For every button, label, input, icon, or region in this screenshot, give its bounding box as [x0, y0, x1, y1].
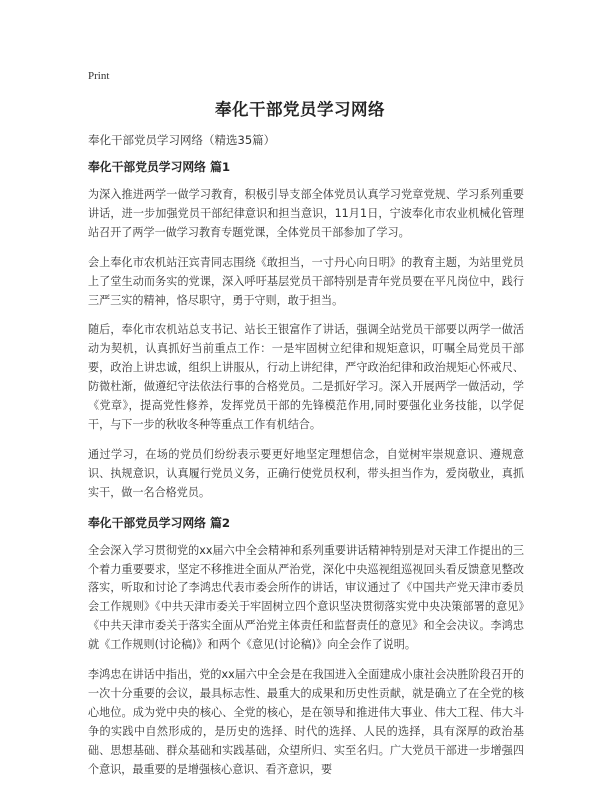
section-heading: 奉化干部党员学习网络 篇1 — [88, 160, 231, 174]
section-heading: 奉化干部党员学习网络 篇2 — [88, 515, 231, 530]
paragraph: 会上奉化市农机站汪宾青同志围绕《敢担当，一寸丹心向日明》的教育主题，为站里党员上了堂生动而务实的党课，深入呼吁基层党员干部特别是青年党员要在平凡岗位中，践行三严三实的精神，恪尽职守，勇于守则，敢于担当。 — [88, 255, 524, 307]
section-2 — [88, 514, 524, 780]
paragraph: 全会深入学习贯彻党的xx届六中全会精神和系列重要讲话精神特别是对天津工作提出的三个着力重要要求，坚定不移推进全面从严治党，深化中央巡视组巡视回头看反馈意见整改落实，听取和讨论了李鸿忠代表市委会所作的讲话，审议通过了《中国共产党天津市委员会工作规则》《中共天津市委关于牢固树立四个意识坚决贯彻落实党中央决策部署的意见》《中共天津市委关于落实全面从严治党主体责任和监督责任的意见》和全会决议。李鸿忠就《工作规则(讨论稿)》和两个《意见(讨论稿)》向全会作了说明。 — [88, 543, 524, 652]
article-body — [88, 158, 524, 790]
print-link[interactable]: Print — [88, 70, 110, 82]
paragraph: 随后，奉化市农机站总支书记、站长王银富作了讲话，强调全站党员干部要以两学一做活动为契机，认真抓好当前重点工作：一是牢固树立纪律和规矩意识，叮嘱全局党员干部要，政治上讲忠诚，组织上讲服从，行动上讲纪律，严守政治纪律和政治规矩心怀戒尺、防微杜渐，做遵纪守法依法行事的合格党员。二是抓好学习。深入开展两学一做活动，学《党章》，提高党性修养，发挥党员干部的先锋模范作用,同时要强化业务技能，以学促干，与下一步的秋收冬种等重点工作有机结合。 — [88, 323, 524, 431]
section-1 — [88, 158, 524, 503]
paragraph: 为深入推进两学一做学习教育，积极引导支部全体党员认真学习党章党规、学习系列重要讲话，进一步加强党员干部纪律意识和担当意识，11月1日，宁波奉化市农业机械化管理站召开了两学一做学习教育专题党课，全体党员干部参加了学习。 — [88, 188, 524, 239]
page-subtitle: 奉化干部党员学习网络（精选35篇） — [88, 133, 276, 147]
paragraph: 通过学习，在场的党员们纷纷表示要更好地坚定理想信念，自觉树牢崇规意识、遵规意识、执规意识，认真履行党员义务，正确行使党员权利，带头担当作为，爱岗敬业，真抓实干，做一名合格党员。 — [88, 447, 524, 499]
paragraph: 李鸿忠在讲话中指出，党的xx届六中全会是在我国进入全面建成小康社会决胜阶段召开的一次十分重要的会议，最具标志性、最重大的成果和历史性贡献，就是确立了在全党的核心地位。成为党中央的核心、全党的核心，是在领导和推进伟大事业、伟大工程、伟大斗争的实践中自然形成的，是历史的选择、时代的选择、人民的选择，具有深厚的政治基础、思想基础、群众基础和实践基础，众望所归、实至名归。广大党员干部进一步增强四个意识，最重要的是增强核心意识、看齐意识，要 — [88, 668, 524, 776]
page-title: 奉化干部党员学习网络 — [215, 100, 385, 119]
